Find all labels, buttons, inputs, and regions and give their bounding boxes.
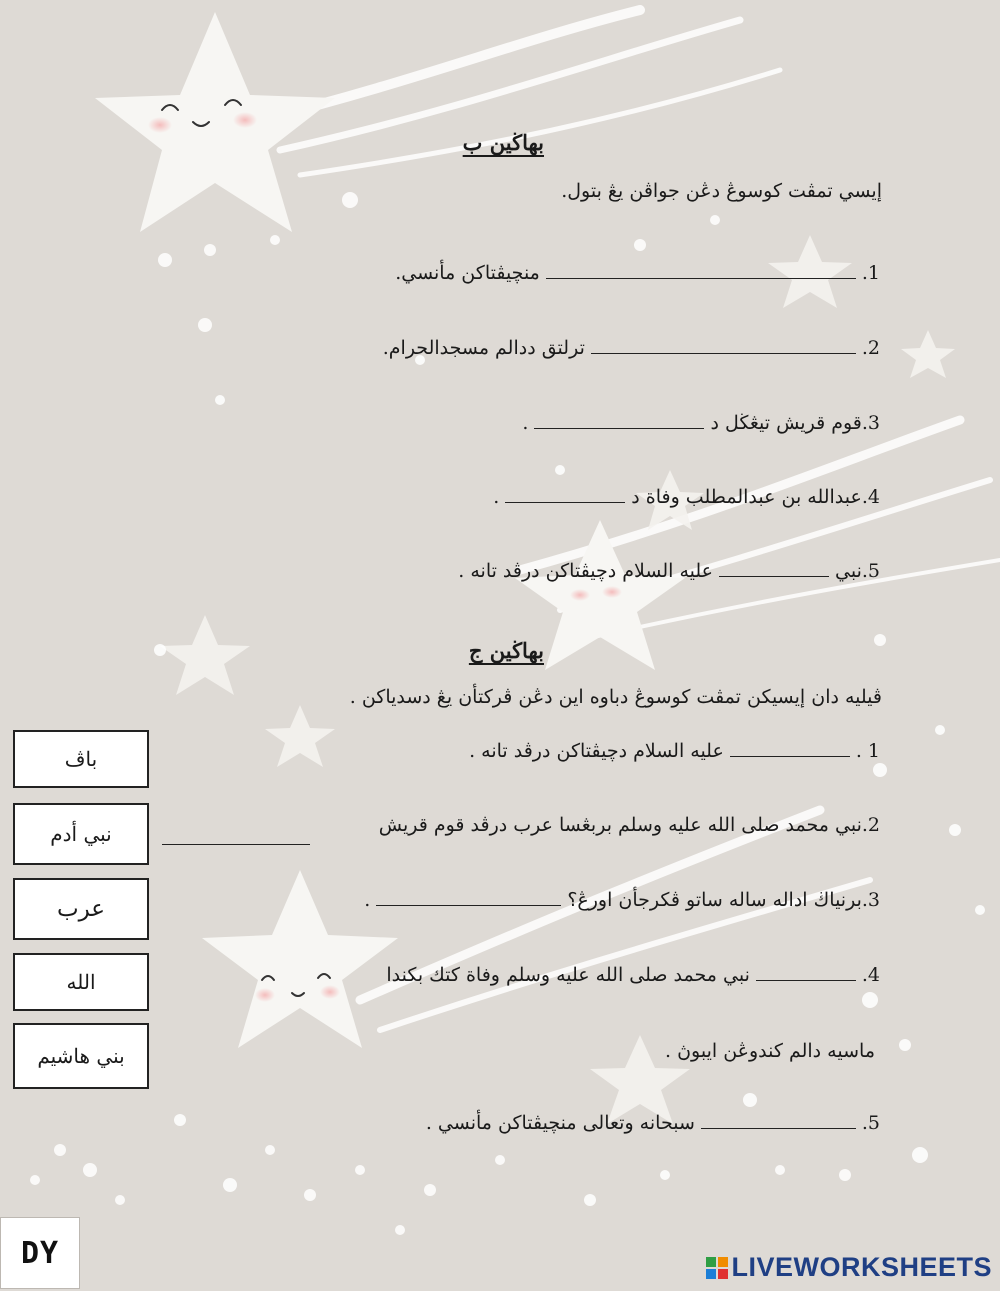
section-c-question-2 <box>379 814 880 836</box>
question-number: 4. <box>861 964 880 986</box>
liveworksheets-brand[interactable] <box>706 1252 992 1283</box>
question-text: عليه السلام دچيڤتاكن درڤد تانه . <box>458 560 713 582</box>
answer-blank[interactable] <box>534 427 704 429</box>
question-number: 3. <box>861 889 880 911</box>
question-text: عليه السلام دچيڤتاكن درڤد تانه . <box>469 740 724 762</box>
question-text: قوم قريش تيڠڬل د <box>710 412 862 434</box>
section-c-question-5 <box>426 1112 880 1134</box>
question-text: عبدالله بن عبدالمطلب وفاة د <box>631 486 862 508</box>
question-number: 2. <box>861 337 880 359</box>
question-number: 5. <box>861 560 880 582</box>
logo-square <box>706 1257 716 1267</box>
answer-blank[interactable] <box>756 979 856 981</box>
question-text: سبحانه وتعالى منچيڤتاكن مأنسي . <box>425 1112 695 1134</box>
liveworksheets-logo-icon <box>706 1257 728 1279</box>
section-c-question-4 <box>386 964 880 986</box>
logo-square <box>706 1269 716 1279</box>
answer-blank[interactable] <box>546 277 856 279</box>
word-bank-option[interactable]: نبي أدم <box>13 803 149 865</box>
answer-blank[interactable] <box>719 575 829 577</box>
section-b-question-3 <box>522 412 880 434</box>
question-number: 1. <box>861 262 880 284</box>
question-number: 1 . <box>855 740 880 762</box>
author-badge: DY <box>0 1217 80 1289</box>
answer-blank[interactable] <box>730 755 850 757</box>
question-text: نبي محمد صلى الله عليه وسلم بربڠسا عرب درڤد قوم قريش <box>378 814 862 836</box>
section-c-question-1 <box>469 740 880 762</box>
answer-blank[interactable] <box>591 352 856 354</box>
word-bank-option[interactable]: باڤ <box>13 730 149 788</box>
answer-blank[interactable] <box>701 1127 856 1129</box>
word-bank-option[interactable]: الله <box>13 953 149 1011</box>
liveworksheets-brand-text: LIVEWORKSHEETS <box>731 1252 992 1282</box>
question-number: 4. <box>861 486 880 508</box>
word-bank-option[interactable]: بني هاشيم <box>13 1023 149 1089</box>
question-end: . <box>522 412 529 434</box>
section-c-instruction: ڤيليه دان إيسيكن تمڤت كوسوڠ دباوه اين دڠن ڤركتأن يڠ دسدياكن . <box>349 686 882 708</box>
question-number: 5. <box>861 1112 880 1134</box>
section-b-instruction: إيسي تمڤت كوسوڠ دڠن جواڤن يڠ بتول. <box>561 180 882 202</box>
question-text: برنياڬ اداله ساله ساتو ڤكرجأن اورڠ؟ <box>567 889 862 911</box>
question-text: نبي محمد صلى الله عليه وسلم وفاة كتك بكندا <box>386 964 750 986</box>
question-text: منچيڤتاكن مأنسي. <box>395 262 540 284</box>
section-b-heading: بهاڬين ب <box>462 130 544 155</box>
question-text-before: نبي <box>835 560 862 582</box>
section-b-question-5 <box>458 560 880 582</box>
answer-blank[interactable] <box>162 843 310 845</box>
section-c-question-4-continuation: ماسيه دالم كندوڠن ايبوڽ . <box>665 1040 875 1062</box>
question-number: 3. <box>861 412 880 434</box>
question-number: 2. <box>861 814 880 836</box>
logo-square <box>718 1269 728 1279</box>
section-b-question-4 <box>493 486 880 508</box>
question-end: . <box>364 889 371 911</box>
logo-square <box>718 1257 728 1267</box>
section-b-question-2 <box>383 337 880 359</box>
question-end: . <box>493 486 500 508</box>
section-c-question-3 <box>364 889 880 911</box>
section-c-heading: بهاڬين ج <box>468 638 544 663</box>
word-bank-option[interactable]: عرب <box>13 878 149 940</box>
answer-blank[interactable] <box>505 501 625 503</box>
question-text: ترلتق ددالم مسجدالحرام. <box>382 337 585 359</box>
answer-blank[interactable] <box>376 904 561 906</box>
section-b-question-1 <box>395 262 880 284</box>
